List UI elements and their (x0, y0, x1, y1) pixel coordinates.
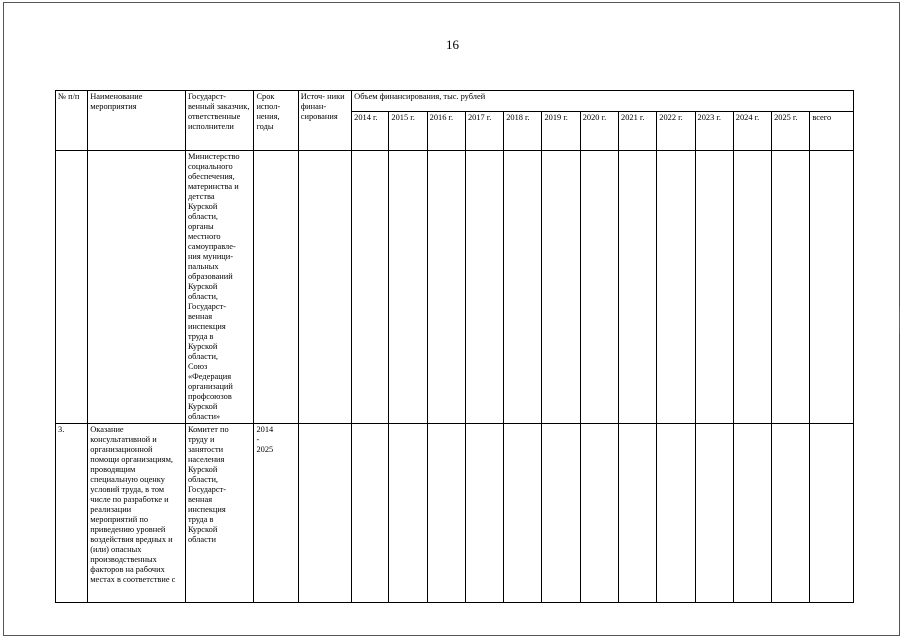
cell-amount (580, 151, 618, 424)
header-financing: Объем финансирования, тыс. рублей (352, 91, 854, 112)
header-year: 2021 г. (619, 112, 657, 151)
header-year: 2018 г. (504, 112, 542, 151)
header-source: Источ- ники финан- сирования (298, 91, 351, 151)
header-year: 2017 г. (465, 112, 503, 151)
cell-customer: Комитет по труду и занятости населения Курской области, Государст- венная инспекция труда в Курской области (185, 424, 254, 603)
header-year: 2020 г. (580, 112, 618, 151)
cell-amount (772, 424, 810, 603)
header-year: 2022 г. (657, 112, 695, 151)
cell-term: 2014 - 2025 (254, 424, 298, 603)
cell-amount (695, 424, 733, 603)
cell-amount (542, 151, 580, 424)
header-customer: Государст- венный заказчик, ответственные исполнители (185, 91, 254, 151)
header-name: Наименование мероприятия (88, 91, 186, 151)
cell-amount (619, 424, 657, 603)
cell-name: Оказание консультативной и организационной помощи организациям, проводящим специальную оценку условий труда, в том числе по разработке и реализации мероприятий по приведению уровней воздействия вредных и (или) опасных производственных факторов на рабочих местах в соответствие с (88, 424, 186, 603)
cell-amount (542, 424, 580, 603)
header-year: 2016 г. (427, 112, 465, 151)
cell-amount (427, 424, 465, 603)
header-num: № п/п (56, 91, 88, 151)
cell-amount (580, 424, 618, 603)
cell-amount (504, 151, 542, 424)
header-term: Срок испол- нения, годы (254, 91, 298, 151)
cell-amount (733, 424, 771, 603)
header-year: 2019 г. (542, 112, 580, 151)
cell-amount (352, 424, 389, 603)
cell-amount (389, 151, 427, 424)
cell-total (810, 151, 854, 424)
cell-amount (619, 151, 657, 424)
cell-amount (657, 424, 695, 603)
cell-source (298, 151, 351, 424)
cell-amount (427, 151, 465, 424)
cell-amount (465, 424, 503, 603)
cell-num (56, 151, 88, 424)
cell-amount (389, 424, 427, 603)
page-number: 16 (446, 37, 459, 52)
table-row (56, 151, 854, 424)
cell-amount (772, 151, 810, 424)
table-row (56, 424, 854, 603)
cell-total (810, 424, 854, 603)
header-year: 2023 г. (695, 112, 733, 151)
cell-customer: Министерство социального обеспечения, материнства и детства Курской области, органы местного самоуправле- ния муници- пальных образований Курской области, Государст- венная инспекция труда в Курской области, Союз «Федерация организаций профсоюзов Курской области» (185, 151, 254, 424)
header-year: 2025 г. (772, 112, 810, 151)
header-year: 2014 г. (352, 112, 389, 151)
scan-edge-mark (899, 307, 900, 333)
header-year: 2015 г. (389, 112, 427, 151)
header-year: 2024 г. (733, 112, 771, 151)
cell-name (88, 151, 186, 424)
header-row (56, 91, 854, 112)
cell-amount (733, 151, 771, 424)
header-total: всего (810, 112, 854, 151)
cell-num: 3. (56, 424, 88, 603)
cell-term (254, 151, 298, 424)
cell-amount (465, 151, 503, 424)
cell-amount (352, 151, 389, 424)
cell-amount (695, 151, 733, 424)
cell-source (298, 424, 351, 603)
cell-amount (657, 151, 695, 424)
program-table (55, 90, 854, 603)
cell-amount (504, 424, 542, 603)
